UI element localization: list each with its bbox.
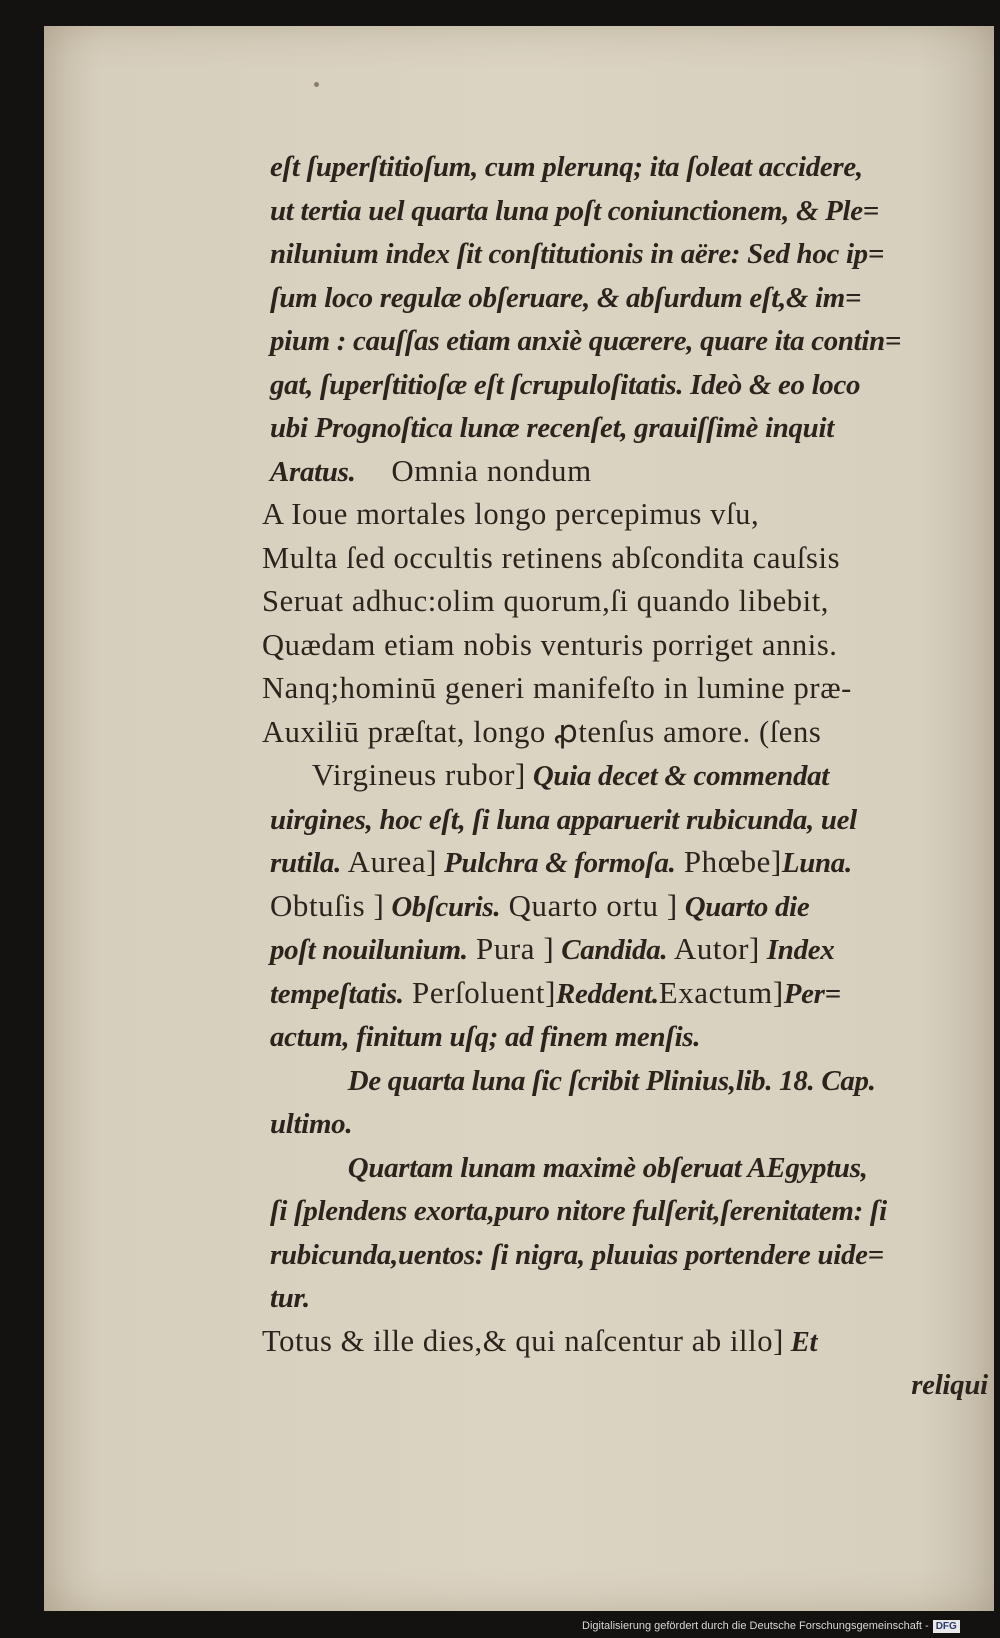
text-line [270, 1145, 988, 1189]
text-line [270, 927, 988, 971]
roman-text: Seruat adhuc:olim quorum,ſi quando libebit, [262, 583, 830, 618]
italic-text: Luna. [781, 847, 852, 879]
roman-text: Aurea] [341, 844, 438, 879]
italic-text: Aratus. [270, 455, 356, 488]
text-line [270, 318, 988, 362]
italic-text: pium : cauſſas etiam anxiè quærere, quare ita contin= [270, 325, 902, 357]
text-line [262, 623, 980, 667]
text-line [262, 666, 980, 710]
text-line [262, 536, 980, 580]
roman-text: Quædam etiam nobis venturis porriget annis. [262, 626, 838, 662]
text-line [262, 492, 980, 536]
italic-text: eſt ſuperſtitioſum, cum plerunq; ita ſoleat accidere, [270, 151, 863, 183]
text-line [270, 405, 988, 449]
roman-text: Autor] [667, 931, 760, 966]
text-line [270, 1101, 988, 1145]
italic-text: rubicunda,uentos: ſi nigra, pluuias portendere uide= [270, 1238, 884, 1271]
text-line [270, 1188, 988, 1232]
italic-text: De quarta luna ſic ſcribit Plinius,lib. 18. Cap. [347, 1064, 876, 1097]
italic-text: rutila. [270, 847, 342, 879]
text-line [262, 579, 980, 623]
roman-text: Totus & ille dies,& qui naſcentur ab illo] [262, 1322, 784, 1358]
text-line [262, 1319, 980, 1363]
italic-text: actum, finitum uſq; ad finem menſis. [270, 1021, 701, 1053]
italic-text: ultimo. [270, 1108, 353, 1140]
roman-text: Quarto ortu ] [500, 887, 678, 923]
page-text-block [262, 144, 990, 1406]
italic-text: ut tertia uel quarta luna poſt coniunctionem, & Ple= [270, 194, 879, 227]
italic-text: Quarto die [677, 890, 810, 923]
roman-text: Phœbe] [675, 844, 782, 879]
text-line [270, 1014, 988, 1058]
italic-text: Obſcuris. [384, 890, 501, 923]
text-line [270, 144, 988, 188]
text-line [270, 971, 988, 1015]
text-line [270, 231, 988, 275]
italic-text: Index [759, 934, 835, 966]
italic-text: Et [783, 1325, 818, 1358]
italic-text: Quartam lunam maximè obſeruat AEgyptus, [347, 1151, 868, 1184]
italic-text: Candida. [554, 934, 668, 966]
italic-text: Reddent. [555, 977, 659, 1010]
italic-text: reliqui [911, 1369, 988, 1401]
italic-text: Pulchra & formoſa. [437, 847, 676, 879]
italic-text: Quia decet & commendat [525, 760, 830, 792]
roman-text: Multa ſed occultis retinens abſcondita cauſsis [262, 539, 841, 575]
italic-text: ſi ſplendens exorta,puro nitore fulſerit,ſerenitatem: ſi [270, 1195, 887, 1227]
italic-text: ubi Prognoſtica lunæ recenſet, grauiſſimè inquit [270, 412, 834, 444]
text-line [262, 710, 980, 754]
scanned-page [44, 26, 994, 1611]
text-line [270, 753, 988, 797]
text-line [270, 188, 988, 232]
text-line [270, 1362, 988, 1406]
text-line [270, 797, 988, 841]
roman-text: Virgineus rubor] [311, 757, 526, 792]
italic-text: nilunium index ſit conſtitutionis in aëre: Sed hoc ip= [270, 238, 885, 270]
roman-text: Perſoluent] [403, 974, 556, 1010]
roman-text: Obtuſis ] [270, 887, 385, 923]
italic-text: poſt nouilunium. [270, 934, 468, 966]
italic-text: tempeſtatis. [270, 977, 404, 1010]
digitization-credit [582, 1618, 960, 1634]
text-line [270, 1058, 988, 1102]
roman-text: Nanq;hominū generi manifeſto in lumine præ- [262, 670, 852, 705]
credit-text: Digitalisierung gefördert durch die Deutsche Forschungsgemeinschaft - [582, 1620, 929, 1632]
text-line [270, 449, 988, 493]
italic-text: ſum loco regulæ obſeruare, & abſurdum eſt,& im= [270, 281, 862, 314]
text-line [270, 884, 988, 928]
italic-text: tur. [270, 1282, 310, 1314]
italic-text: Per= [783, 977, 841, 1010]
italic-text: uirgines, hoc eſt, ſi luna apparuerit rubicunda, uel [270, 803, 857, 836]
ink-speck [314, 82, 319, 87]
roman-text: A Ioue mortales longo percepimus vſu, [262, 496, 760, 531]
text-line [270, 275, 988, 319]
italic-text: gat, ſuperſtitioſæ eſt ſcrupuloſitatis. Ideò & eo loco [270, 368, 861, 401]
roman-text: Pura ] [467, 931, 555, 966]
text-line [270, 362, 988, 406]
roman-text: Exactum] [658, 974, 784, 1010]
roman-text: Auxiliū præſtat, longo ꝓtenſus amore. (ſens [262, 713, 822, 749]
text-line [270, 1232, 988, 1276]
text-line [270, 840, 988, 884]
roman-text: Omnia nondum [391, 452, 592, 488]
text-line [270, 1275, 988, 1319]
dfg-logo: DFG [933, 1620, 960, 1633]
